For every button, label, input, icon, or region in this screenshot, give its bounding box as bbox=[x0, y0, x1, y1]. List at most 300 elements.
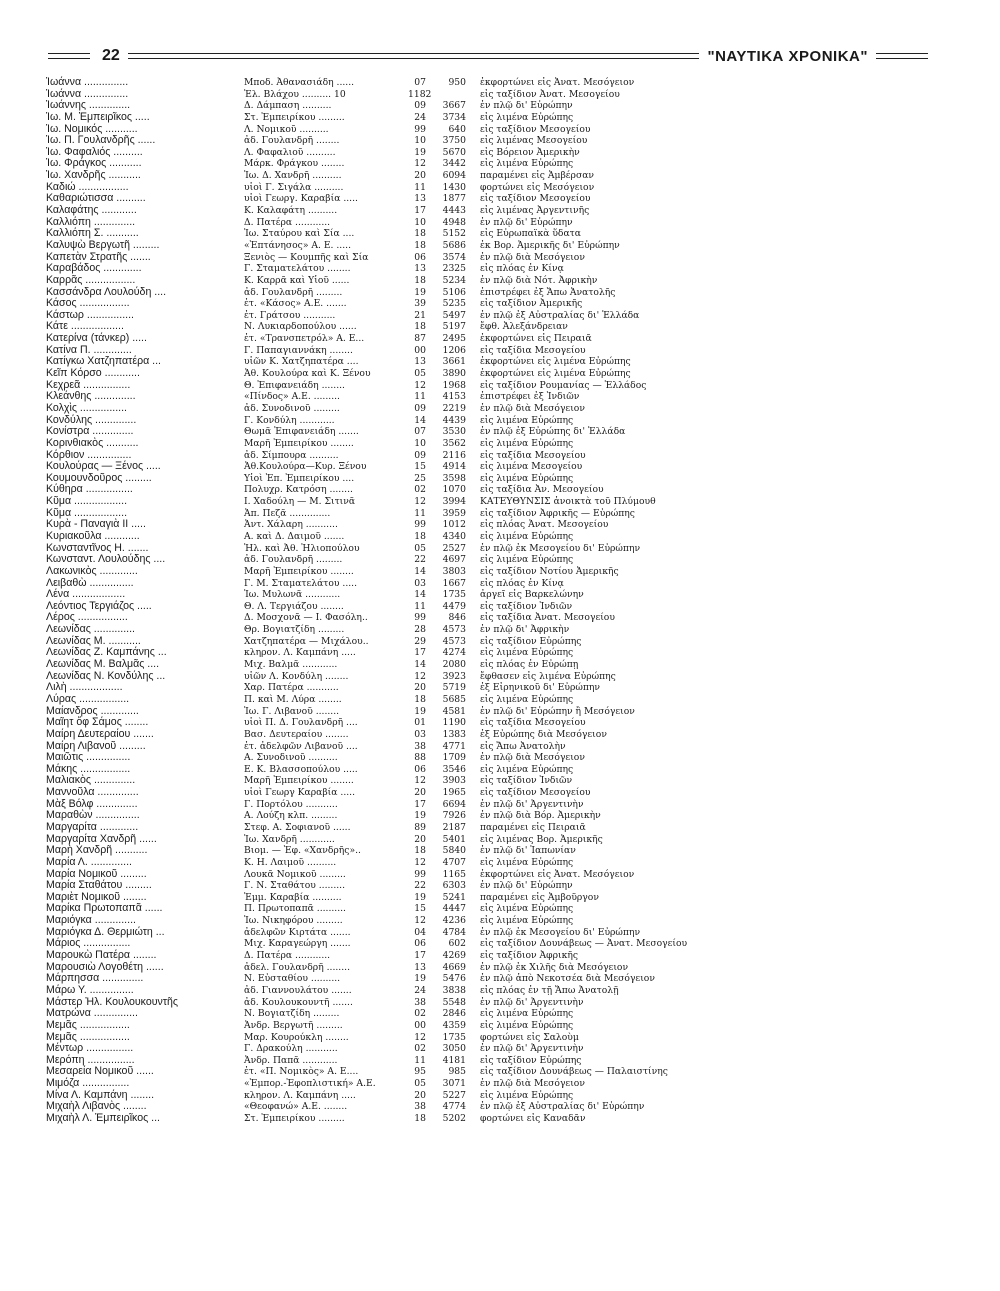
owner-name: «Ἐμπορ.-Ἐφοπλιστική» Α.Ε. bbox=[244, 1078, 376, 1090]
tonnage: 3838 bbox=[442, 984, 466, 996]
ship-status: εἰς λιμένα Εὐρώπης bbox=[480, 903, 574, 915]
tonnage: 4274 bbox=[442, 647, 466, 659]
tonnage: 4439 bbox=[442, 414, 466, 426]
table-row bbox=[46, 77, 946, 89]
tonnage: 3598 bbox=[442, 472, 466, 484]
owner-name: Λ. Φαφαλιοῦ .......... bbox=[244, 146, 336, 158]
ship-status: ἐκφορτώνει εἰς Πειραιᾶ bbox=[480, 333, 592, 345]
table-row bbox=[46, 275, 946, 287]
tonnage: 1735 bbox=[442, 1031, 466, 1043]
ship-status: εἰς λιμένας Βορ. Ἀμερικῆς bbox=[480, 833, 603, 845]
build-year: 20 bbox=[414, 1089, 426, 1101]
build-year: 17 bbox=[414, 798, 426, 810]
tonnage: 5670 bbox=[442, 146, 466, 158]
ship-name: Μαριόγκα .............. bbox=[46, 914, 136, 927]
ship-status: ἐν πλῷ ἀπὸ Νεκοτσέα διὰ Μεσόγειον bbox=[480, 973, 655, 985]
tonnage: 1735 bbox=[442, 589, 466, 601]
owner-name: «Ἐπτάνησος» Α. Ε. ..... bbox=[244, 239, 351, 251]
header-rule-left bbox=[48, 53, 90, 59]
ship-status: εἰς λιμένα Εὐρώπης bbox=[480, 915, 574, 927]
owner-name: Κ. Καλαφάτη .......... bbox=[244, 205, 338, 217]
table-row bbox=[46, 903, 946, 915]
table-row bbox=[46, 124, 946, 136]
owner-name: Δ. Πατέρα ............ bbox=[244, 950, 331, 962]
header-rule-right bbox=[876, 53, 928, 59]
ship-name: Κυριακοῦλα ............ bbox=[46, 529, 140, 542]
table-row bbox=[46, 217, 946, 229]
table-row bbox=[46, 135, 946, 147]
owner-name: Ἐμμ. Καραβία .......... bbox=[244, 891, 342, 903]
ship-name: Μαίρη Δευτεραίου ....... bbox=[46, 727, 154, 740]
ship-name: Μαρουσιὼ Λογοθέτη ...... bbox=[46, 960, 164, 973]
tonnage: 4669 bbox=[442, 961, 466, 973]
owner-name: Ἀνδρ. Βεργωτῆ ......... bbox=[244, 1019, 343, 1031]
owner-name: Α. καὶ Δ. Δαιμοῦ ....... bbox=[244, 530, 345, 542]
owner-name: ἀδελφῶν Κιρτάτα ....... bbox=[244, 926, 351, 938]
owner-name: Υἱοὶ Ἐπ. Ἐμπειρίκου .... bbox=[244, 472, 355, 484]
build-year: 17 bbox=[414, 647, 426, 659]
ship-name: Λακωνικὸς ............. bbox=[46, 564, 138, 577]
ship-name: Λεόντιος Τεργιάζος ..... bbox=[46, 599, 152, 612]
owner-name: Γ. Δρακούλη ........... bbox=[244, 1043, 338, 1055]
table-row bbox=[46, 566, 946, 578]
ship-name: Ἰωάννα ............... bbox=[46, 87, 129, 100]
owner-name: Γ. Σταματελάτου ........ bbox=[244, 263, 351, 275]
owner-name: ἐτ. «Τρανσπετρόλ» Α. Ε... bbox=[244, 333, 365, 345]
build-year: 00 bbox=[414, 344, 426, 356]
ship-name: Κάστωρ ................ bbox=[46, 308, 134, 321]
ship-status: ἐν πλῷ δι' Εὐρώπην bbox=[480, 216, 573, 228]
build-year: 24 bbox=[414, 111, 426, 123]
table-row bbox=[46, 752, 946, 764]
table-row bbox=[46, 205, 946, 217]
owner-name: Μιχ. Καραγεώργη ....... bbox=[244, 938, 351, 950]
ship-name: Ἰω. Μ. Ἐμπειρῖκος ..... bbox=[46, 110, 150, 123]
ship-status: εἰς ταξίδιον Δουνάβεως — Παλαιστίνης bbox=[480, 1066, 668, 1078]
ship-name: Μάκης ................. bbox=[46, 762, 131, 775]
ship-status: εἰς ταξίδιον Δουνάβεως — Ἀνατ. Μεσογείου bbox=[480, 938, 688, 950]
owner-name: Ν. Εὐσταθίου .......... bbox=[244, 973, 341, 985]
tonnage: 4573 bbox=[442, 624, 466, 636]
ship-name: Λειβαθὼ ............... bbox=[46, 576, 134, 589]
build-year: 17 bbox=[414, 205, 426, 217]
owner-name: «Θεοφανώ» Α.Ε. ........ bbox=[244, 1101, 348, 1113]
build-year: 19 bbox=[414, 891, 426, 903]
build-year: 06 bbox=[414, 763, 426, 775]
tonnage: 2116 bbox=[442, 449, 466, 461]
build-year: 06 bbox=[414, 251, 426, 263]
ship-status: εἰς λιμένα Μεσογείου bbox=[480, 461, 583, 473]
owner-name: ἀδ. Σίμπουρα .......... bbox=[244, 449, 339, 461]
ship-status: εἰς ταξίδιον Μεσογείου bbox=[480, 787, 591, 799]
owner-name: Βιομ. — Ἐφ. «Χανδρῆς».. bbox=[244, 845, 361, 857]
build-year: 38 bbox=[414, 1101, 426, 1113]
build-year: 21 bbox=[414, 309, 426, 321]
ship-status: εἰς πλόας Ἀνατ. Μεσογείου bbox=[480, 519, 609, 531]
build-year: 11 bbox=[414, 507, 426, 519]
table-row bbox=[46, 1078, 946, 1090]
build-year: 19 bbox=[414, 973, 426, 985]
ship-name: Λεωνίδας Μ. ........... bbox=[46, 634, 141, 647]
table-row bbox=[46, 333, 946, 345]
ship-name: Λεωνίδας Ζ. Καμπάνης ... bbox=[46, 646, 167, 659]
ship-status: εἰς λιμένα Εὐρώπης bbox=[480, 437, 574, 449]
ship-status: εἰς πλόας ἐν Κίνᾳ bbox=[480, 263, 564, 275]
ship-status: ἐν πλῷ δι' Εὐρώπην ἢ Μεσόγειον bbox=[480, 705, 635, 717]
build-year: 22 bbox=[414, 554, 426, 566]
build-year: 14 bbox=[414, 659, 426, 671]
build-year: 39 bbox=[414, 298, 426, 310]
table-row bbox=[46, 834, 946, 846]
ship-name: Καδιώ ................. bbox=[46, 180, 129, 193]
owner-name: ἀδελ. Γουλανδρῆ ........ bbox=[244, 961, 350, 973]
owner-name: Στ. Ἐμπειρίκου ......... bbox=[244, 111, 345, 123]
build-year: 99 bbox=[414, 123, 426, 135]
tonnage: 3667 bbox=[442, 100, 466, 112]
ship-name: Μάριος ................ bbox=[46, 937, 131, 950]
table-row bbox=[46, 287, 946, 299]
ship-name: Μαρὴ Χανδρῆ ........... bbox=[46, 844, 148, 857]
table-row bbox=[46, 857, 946, 869]
tonnage: 602 bbox=[448, 938, 466, 950]
build-year: 05 bbox=[414, 542, 426, 554]
table-row bbox=[46, 717, 946, 729]
tonnage: 1206 bbox=[442, 344, 466, 356]
build-year: 18 bbox=[414, 228, 426, 240]
owner-name: Χατζηπατέρα — Μιχάλου.. bbox=[244, 635, 369, 647]
owner-name: Ν. Λυκιαρδοπούλου ...... bbox=[244, 321, 357, 333]
table-row bbox=[46, 298, 946, 310]
table-row bbox=[46, 438, 946, 450]
tonnage: 5497 bbox=[442, 309, 466, 321]
build-year: 09 bbox=[414, 100, 426, 112]
build-year: 1182 bbox=[408, 88, 432, 100]
owner-name: Μιχ. Βαλμᾶ ............ bbox=[244, 659, 338, 671]
owner-name: Κ. Η. Λαιμοῦ .......... bbox=[244, 856, 337, 868]
page-number: 22 bbox=[102, 47, 120, 64]
tonnage: 2219 bbox=[442, 402, 466, 414]
tonnage: 4948 bbox=[442, 216, 466, 228]
tonnage: 4443 bbox=[442, 205, 466, 217]
tonnage: 5476 bbox=[442, 973, 466, 985]
table-row bbox=[46, 484, 946, 496]
owner-name: Δ. Πατέρα ............ bbox=[244, 216, 331, 228]
table-row bbox=[46, 787, 946, 799]
build-year: 07 bbox=[414, 426, 426, 438]
ship-name: Ἰω. Π. Γουλανδρῆς ...... bbox=[46, 134, 156, 147]
ship-name: Καθαριώτισσα .......... bbox=[46, 192, 146, 205]
tonnage: 5685 bbox=[442, 693, 466, 705]
ship-name: Κατίγκω Χατζηπατέρα ... bbox=[46, 355, 161, 368]
ship-name: Κυρὰ - Παναγιὰ ΙΙ ..... bbox=[46, 518, 146, 531]
tonnage: 5227 bbox=[442, 1089, 466, 1101]
tonnage: 3903 bbox=[442, 775, 466, 787]
ship-name: Κορινθιακὸς ........... bbox=[46, 436, 139, 449]
tonnage: 846 bbox=[448, 612, 466, 624]
tonnage: 4181 bbox=[442, 1054, 466, 1066]
ship-status: παραμένει εἰς Ἀμβοῦργον bbox=[480, 891, 599, 903]
ship-name: Κόρθιον ............... bbox=[46, 448, 132, 461]
ship-name: Κατίνα Π. ............. bbox=[46, 343, 132, 356]
owner-name: υἱοὶ Γεωργ Καραβία ..... bbox=[244, 787, 355, 799]
tonnage: 4479 bbox=[442, 600, 466, 612]
ship-status: εἰς λιμένα Εὐρώπης bbox=[480, 111, 574, 123]
ship-status: ἐν πλῷ διὰ Νότ. Ἀφρικὴν bbox=[480, 274, 598, 286]
ship-name: Μαρία Λ. .............. bbox=[46, 855, 132, 868]
build-year: 99 bbox=[414, 868, 426, 880]
table-row bbox=[46, 1008, 946, 1020]
ship-name: Μαριόγκα Δ. Θερμιώτη ... bbox=[46, 925, 165, 938]
tonnage: 5202 bbox=[442, 1113, 466, 1125]
build-year: 13 bbox=[414, 356, 426, 368]
table-row bbox=[46, 380, 946, 392]
owner-name: Μαρῆ Ἐμπειρίκου ........ bbox=[244, 775, 354, 787]
ship-status: εἰς λιμένα Εὐρώπης bbox=[480, 1019, 574, 1031]
tonnage: 4697 bbox=[442, 554, 466, 566]
build-year: 03 bbox=[414, 577, 426, 589]
ship-name: Κατερίνα (τάνκερ) ..... bbox=[46, 332, 147, 345]
build-year: 22 bbox=[414, 880, 426, 892]
build-year: 12 bbox=[414, 1031, 426, 1043]
tonnage: 950 bbox=[448, 77, 466, 88]
table-row bbox=[46, 240, 946, 252]
ship-name: Κῦμα .................. bbox=[46, 495, 128, 508]
tonnage: 5234 bbox=[442, 274, 466, 286]
ship-name: Μαργαρίτα ............. bbox=[46, 821, 139, 833]
ship-name: Μεμᾶς ................. bbox=[46, 1018, 130, 1031]
ship-status: εἰς ταξίδιον Εὐρώπης bbox=[480, 635, 582, 647]
owner-name: Ἰω. Σταύρου καὶ Σία .... bbox=[244, 228, 355, 240]
table-row bbox=[46, 182, 946, 194]
build-year: 02 bbox=[414, 1043, 426, 1055]
owner-name: Μποδ. Ἀθανασιάδη ...... bbox=[244, 77, 355, 88]
build-year: 12 bbox=[414, 915, 426, 927]
owner-name: Λουκᾶ Νομικοῦ ......... bbox=[244, 868, 346, 880]
table-row bbox=[46, 764, 946, 776]
tonnage: 3994 bbox=[442, 496, 466, 508]
ship-name: Λύρας ................. bbox=[46, 692, 130, 705]
ship-status: εἰς ταξίδιον Εὐρώπης bbox=[480, 1054, 582, 1066]
table-row bbox=[46, 950, 946, 962]
owner-name: Βασ. Δευτεραίου ........ bbox=[244, 728, 349, 740]
tonnage: 1965 bbox=[442, 787, 466, 799]
build-year: 20 bbox=[414, 170, 426, 182]
tonnage: 640 bbox=[448, 123, 466, 135]
build-year: 09 bbox=[414, 449, 426, 461]
ship-name: Μαλιακὸς .............. bbox=[46, 774, 136, 787]
ship-status: ἐκφορτώνει εἰς λιμένα Εὐρώπης bbox=[480, 356, 631, 368]
ship-name: Μαίρη Λιβανοῦ ......... bbox=[46, 739, 146, 752]
table-row bbox=[46, 193, 946, 205]
tonnage: 4774 bbox=[442, 1101, 466, 1113]
tonnage: 3530 bbox=[442, 426, 466, 438]
owner-name: κληρον. Λ. Καμπάνη ..... bbox=[244, 1089, 356, 1101]
ship-status: εἰς ταξίδιον Νοτίου Ἀμερικῆς bbox=[480, 565, 619, 577]
owner-name: Ε. Κ. Βλασσοπούλου ..... bbox=[244, 763, 358, 775]
owner-name: κληρον. Λ. Καμπάνη ..... bbox=[244, 647, 356, 659]
build-year: 05 bbox=[414, 368, 426, 380]
ship-name: Καλαφάτης ............ bbox=[46, 204, 137, 217]
table-row bbox=[46, 997, 946, 1009]
build-year: 14 bbox=[414, 414, 426, 426]
ship-status: εἰς λιμένα Εὐρώπης bbox=[480, 414, 574, 426]
build-year: 87 bbox=[414, 333, 426, 345]
build-year: 07 bbox=[414, 77, 426, 88]
table-row bbox=[46, 694, 946, 706]
tonnage: 4359 bbox=[442, 1019, 466, 1031]
ship-name: Λεωνίδας Ν. Κονδύλης ... bbox=[46, 669, 166, 682]
tonnage: 3071 bbox=[442, 1078, 466, 1090]
tonnage: 985 bbox=[448, 1066, 466, 1078]
ship-status: φορτώνει εἰς Σαλοὺμ bbox=[480, 1031, 579, 1043]
ship-status: ἐν πλῷ διὰ Μεσόγειον bbox=[480, 251, 585, 263]
ship-status: ἐν πλῷ δι' Ἀργεντινὴν bbox=[480, 996, 584, 1008]
owner-name: ἀδ. Κουλουκουντῆ ....... bbox=[244, 996, 353, 1008]
table-row bbox=[46, 450, 946, 462]
ship-status: ἐν πλῷ διὰ Μεσόγειον bbox=[480, 402, 585, 414]
table-row bbox=[46, 671, 946, 683]
table-row bbox=[46, 426, 946, 438]
build-year: 10 bbox=[414, 216, 426, 228]
table-row bbox=[46, 508, 946, 520]
owner-name: Ἀθ. Κουλούρα καὶ Κ. Ξένου bbox=[244, 368, 371, 380]
tonnage: 6303 bbox=[442, 880, 466, 892]
ship-name: Ἰωάννα ............... bbox=[46, 76, 129, 88]
build-year: 20 bbox=[414, 787, 426, 799]
build-year: 19 bbox=[414, 146, 426, 158]
table-row bbox=[46, 158, 946, 170]
tonnage: 2846 bbox=[442, 1008, 466, 1020]
ship-name: Μεμᾶς ................. bbox=[46, 1030, 130, 1043]
build-year: 12 bbox=[414, 670, 426, 682]
owner-name: Θρ. Βογιατζίδη ......... bbox=[244, 624, 345, 636]
tonnage: 1430 bbox=[442, 181, 466, 193]
table-row bbox=[46, 927, 946, 939]
ship-status: ἐν πλῷ ἐξ Αὐστραλίας δι' Ἑλλάδα bbox=[480, 309, 640, 321]
owner-name: Γ. Κονδύλη ............ bbox=[244, 414, 335, 426]
owner-name: Λ. Νομικοῦ .......... bbox=[244, 123, 329, 135]
ship-name: Κῦμα .................. bbox=[46, 506, 128, 519]
ship-status: ἐξ Εὐρώπης διὰ Μεσόγειον bbox=[480, 728, 607, 740]
ship-name: Κωνσταντῖνος Η. ....... bbox=[46, 541, 149, 554]
build-year: 18 bbox=[414, 1113, 426, 1125]
build-year: 38 bbox=[414, 996, 426, 1008]
table-row bbox=[46, 775, 946, 787]
table-row bbox=[46, 100, 946, 112]
table-row bbox=[46, 845, 946, 857]
build-year: 12 bbox=[414, 775, 426, 787]
ship-status: εἰς ταξίδιον Ἀμερικῆς bbox=[480, 298, 583, 310]
ship-name: Κωνσταντ. Λουλούδης .... bbox=[46, 553, 166, 566]
tonnage: 4447 bbox=[442, 903, 466, 915]
ship-status: ἐν πλῷ δι' Εὐρώπην bbox=[480, 880, 573, 892]
tonnage: 5548 bbox=[442, 996, 466, 1008]
table-row bbox=[46, 601, 946, 613]
ship-status: εἰς ταξίδιον Ρουμανίας — Ἑλλάδος bbox=[480, 379, 647, 391]
owner-name: «Πίνδος» Α.Ε. ......... bbox=[244, 391, 340, 403]
owner-name: Μαρῆ Ἐμπειρίκου ........ bbox=[244, 437, 354, 449]
build-year: 09 bbox=[414, 402, 426, 414]
ship-name: Μαργαρίτα Χανδρῆ ...... bbox=[46, 832, 157, 845]
table-row bbox=[46, 938, 946, 950]
ship-name: Λεωνίδας Μ. Βαλμᾶς .... bbox=[46, 658, 160, 671]
ship-status: παραμένει εἰς Πειραιᾶ bbox=[480, 822, 586, 833]
ship-status: εἰς λιμένα Εὐρώπης bbox=[480, 530, 574, 542]
build-year: 18 bbox=[414, 239, 426, 251]
tonnage: 4707 bbox=[442, 856, 466, 868]
build-year: 12 bbox=[414, 379, 426, 391]
table-row bbox=[46, 822, 946, 834]
ship-name: Καπετὰν Στρατῆς ....... bbox=[46, 250, 151, 263]
tonnage: 3050 bbox=[442, 1043, 466, 1055]
table-row bbox=[46, 706, 946, 718]
tonnage: 5235 bbox=[442, 298, 466, 310]
tonnage: 1012 bbox=[442, 519, 466, 531]
ship-status: ἐκφορτώνει εἰς λιμένα Εὐρώπης bbox=[480, 368, 631, 380]
tonnage: 5686 bbox=[442, 239, 466, 251]
owner-name: ἐτ. «Π. Νομικὸς» Α. Ε.... bbox=[244, 1066, 359, 1078]
owner-name: Ἀπ. Πεζᾶ .............. bbox=[244, 507, 331, 519]
ship-name: Κεῖπ Κόρσο ............ bbox=[46, 367, 140, 380]
ship-name: Κάσος ................. bbox=[46, 297, 130, 310]
owner-name: ἐτ. «Κάσος» Α.Ε. ....... bbox=[244, 298, 347, 310]
owner-name: Π. καὶ Μ. Λύρα ........ bbox=[244, 693, 342, 705]
ship-status: εἰς Εὐρωπαϊκὰ ὕδατα bbox=[480, 228, 581, 240]
build-year: 03 bbox=[414, 728, 426, 740]
table-row bbox=[46, 112, 946, 124]
build-year: 38 bbox=[414, 740, 426, 752]
ship-name: Ἰω. Φαφαλιός .......... bbox=[46, 145, 143, 158]
ship-status: ἐν πλῷ διὰ Βόρ. Ἀμερικὴν bbox=[480, 810, 601, 822]
owner-name: Α. Συνοδινοῦ .......... bbox=[244, 752, 338, 764]
ship-status: ἐν πλῷ διὰ Μεσόγειον bbox=[480, 752, 585, 764]
build-year: 02 bbox=[414, 1008, 426, 1020]
tonnage: 4784 bbox=[442, 926, 466, 938]
ship-name: Ἰω. Χανδρῆς ........... bbox=[46, 169, 141, 182]
ship-status: εἰς ταξίδια Μεσογείου bbox=[480, 449, 586, 461]
table-row bbox=[46, 1043, 946, 1055]
ship-name: Καλλιόπη .............. bbox=[46, 215, 136, 228]
owner-name: Μαρῆ Ἐμπειρίκου ........ bbox=[244, 565, 354, 577]
tonnage: 1383 bbox=[442, 728, 466, 740]
ship-name: Μερόπη ................ bbox=[46, 1053, 135, 1066]
build-year: 02 bbox=[414, 484, 426, 496]
owner-name: υἱῶν Κ. Χατζηπατέρα .... bbox=[244, 356, 359, 368]
ship-name: Λένα .................. bbox=[46, 588, 126, 601]
ship-name: Κουλούρας — Ξένος ..... bbox=[46, 460, 161, 473]
ship-status: εἰς λιμένα Εὐρώπης bbox=[480, 472, 574, 484]
owner-name: ἀδ. Γουλανδρῆ ......... bbox=[244, 286, 343, 298]
tonnage: 3803 bbox=[442, 565, 466, 577]
build-year: 15 bbox=[414, 903, 426, 915]
table-row bbox=[46, 310, 946, 322]
ship-status: εἰς πλόας ἐν Εὐρώπῃ bbox=[480, 659, 579, 671]
owner-name: Ἀντ. Χάλαρη ........... bbox=[244, 519, 338, 531]
ship-name: Λέρος ................. bbox=[46, 611, 128, 624]
tonnage: 2495 bbox=[442, 333, 466, 345]
ship-name: Κεχρεᾶ ................ bbox=[46, 378, 131, 391]
build-year: 11 bbox=[414, 600, 426, 612]
build-year: 01 bbox=[414, 717, 426, 729]
tonnage: 4340 bbox=[442, 530, 466, 542]
owner-name: Ἰω. Μυλωνᾶ ............ bbox=[244, 589, 341, 601]
ship-status: ἐν πλῷ δι' Ἀργεντινὴν bbox=[480, 1043, 584, 1055]
table-row bbox=[46, 1101, 946, 1113]
build-year: 19 bbox=[414, 810, 426, 822]
table-row bbox=[46, 496, 946, 508]
table-row bbox=[46, 415, 946, 427]
ship-name: Μιμόζα ................ bbox=[46, 1077, 130, 1090]
